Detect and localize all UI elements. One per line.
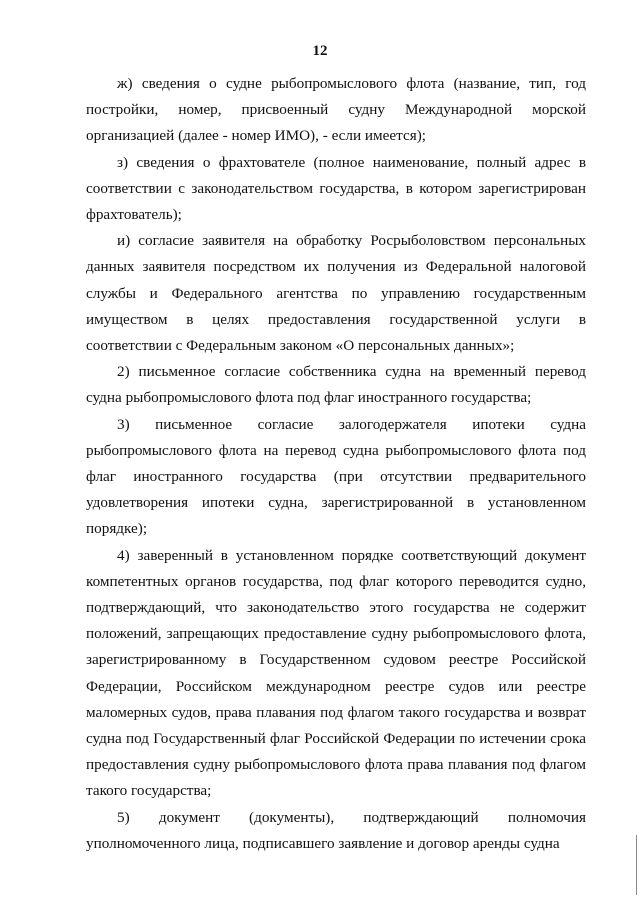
- document-body: [86, 71, 586, 857]
- scan-edge-mark: [636, 835, 637, 895]
- paragraph-5-authority-document: 5) документ (документы), подтверждающий полномочия уполномоченного лица, подписавшего заявление и договор аренды судна: [86, 808, 586, 852]
- paragraph-i-personal-data-consent: и) согласие заявителя на обработку Росрыболовством персональных данных заявителя посредством их получения из Федеральной налоговой службы и Федерального агентства по управлению государственным имуществом в целях предоставления государственной услуги в соответствии с Федеральным законом «О персональных данных»;: [86, 232, 586, 355]
- page-number: 12: [312, 43, 328, 59]
- paragraph-4-certified-document: 4) заверенный в установленном порядке соответствующий документ компетентных органов государства, под флаг которого переводится судно, подтверждающий, что законодательство этого государства не содержит положений, запрещающих предоставление судну рыбопромыслового флота, зарегистрированному в Государственном судовом реестре Российской Федерации, Российском международном реестре судов или реестре маломерных судов, права плавания под флагом такого государства и возврат судна под Государственный флаг Российской Федерации по истечении срока предоставления судну рыбопромыслового флота права плавания под флагом такого государства;: [86, 546, 586, 800]
- paragraph-z-charterer-info: з) сведения о фрахтователе (полное наименование, полный адрес в соответствии с законодательством государства, в котором зарегистрирован фрахтователь);: [86, 153, 586, 224]
- paragraph-zh-vessel-info: ж) сведения о судне рыбопромыслового флота (название, тип, год постройки, номер, присвоенный судну Международной морской организацией (далее - номер ИМО), - если имеется);: [86, 75, 586, 145]
- paragraph-3-mortgagee-consent: 3) письменное согласие залогодержателя ипотеки судна рыбопромыслового флота на перевод судна рыбопромыслового флота под флаг иностранного государства (при отсутствии предварительного удовлетворения ипотеки судна, зарегистрированной в установленном порядке);: [86, 415, 586, 538]
- paragraph-2-owner-consent: 2) письменное согласие собственника судна на временный перевод судна рыбопромыслового флота под флаг иностранного государства;: [86, 363, 586, 407]
